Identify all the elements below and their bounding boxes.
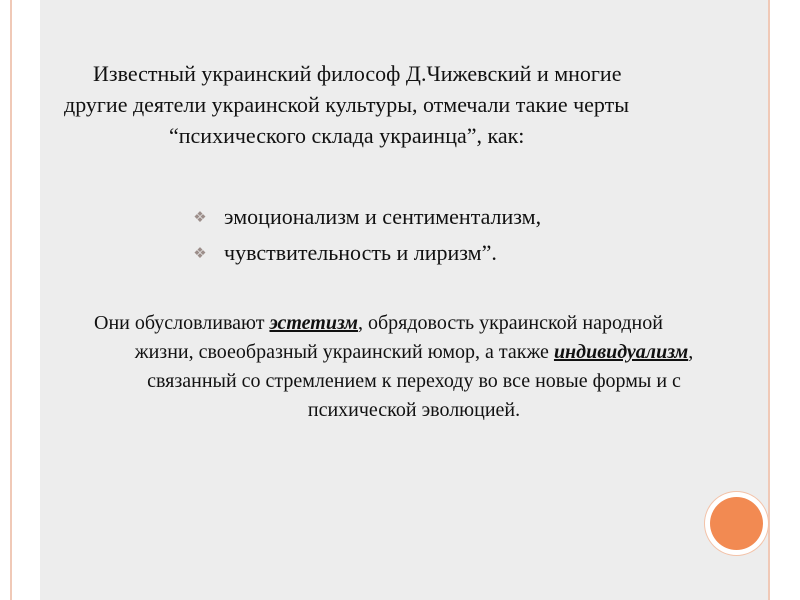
intro-line-3: “психического склада украинца”, как: (169, 123, 525, 148)
paragraph-text: Они обусловливают (94, 312, 270, 334)
paragraph-text: , (688, 341, 694, 363)
right-frame-strip (768, 0, 800, 600)
bullet-marker-icon: ❖ (193, 208, 207, 226)
bullet-list (190, 199, 541, 271)
conclusion-paragraph (64, 309, 764, 425)
paragraph-line-3: связанный со стремлением к переходу во все новые формы и с (147, 370, 681, 392)
paragraph-line-1 (64, 309, 764, 338)
paragraph-line-2 (64, 338, 764, 367)
intro-line-2: другие деятели украинской культуры, отмечали такие черты (64, 92, 630, 117)
bullet-item (190, 235, 541, 271)
paragraph-line-4: психической эволюцией. (307, 399, 521, 421)
paragraph-text: , обрядовость украинской народной (357, 312, 663, 334)
intro-line-1: Известный украинский философ Д.Чижевский и многие (93, 61, 622, 86)
bullet-text: чувствительность и лиризм”. (224, 240, 497, 265)
decorative-circle (710, 497, 763, 550)
bullet-item (190, 199, 541, 235)
intro-text (64, 58, 764, 151)
left-frame-strip (0, 0, 12, 600)
bullet-marker-icon: ❖ (193, 244, 207, 262)
paragraph-text: жизни, своеобразный украинский юмор, а также (134, 341, 554, 363)
emphasis-term: индивидуализм (553, 341, 689, 363)
bullet-text: эмоционализм и сентиментализм, (224, 204, 542, 229)
emphasis-term: эстетизм (269, 312, 358, 334)
